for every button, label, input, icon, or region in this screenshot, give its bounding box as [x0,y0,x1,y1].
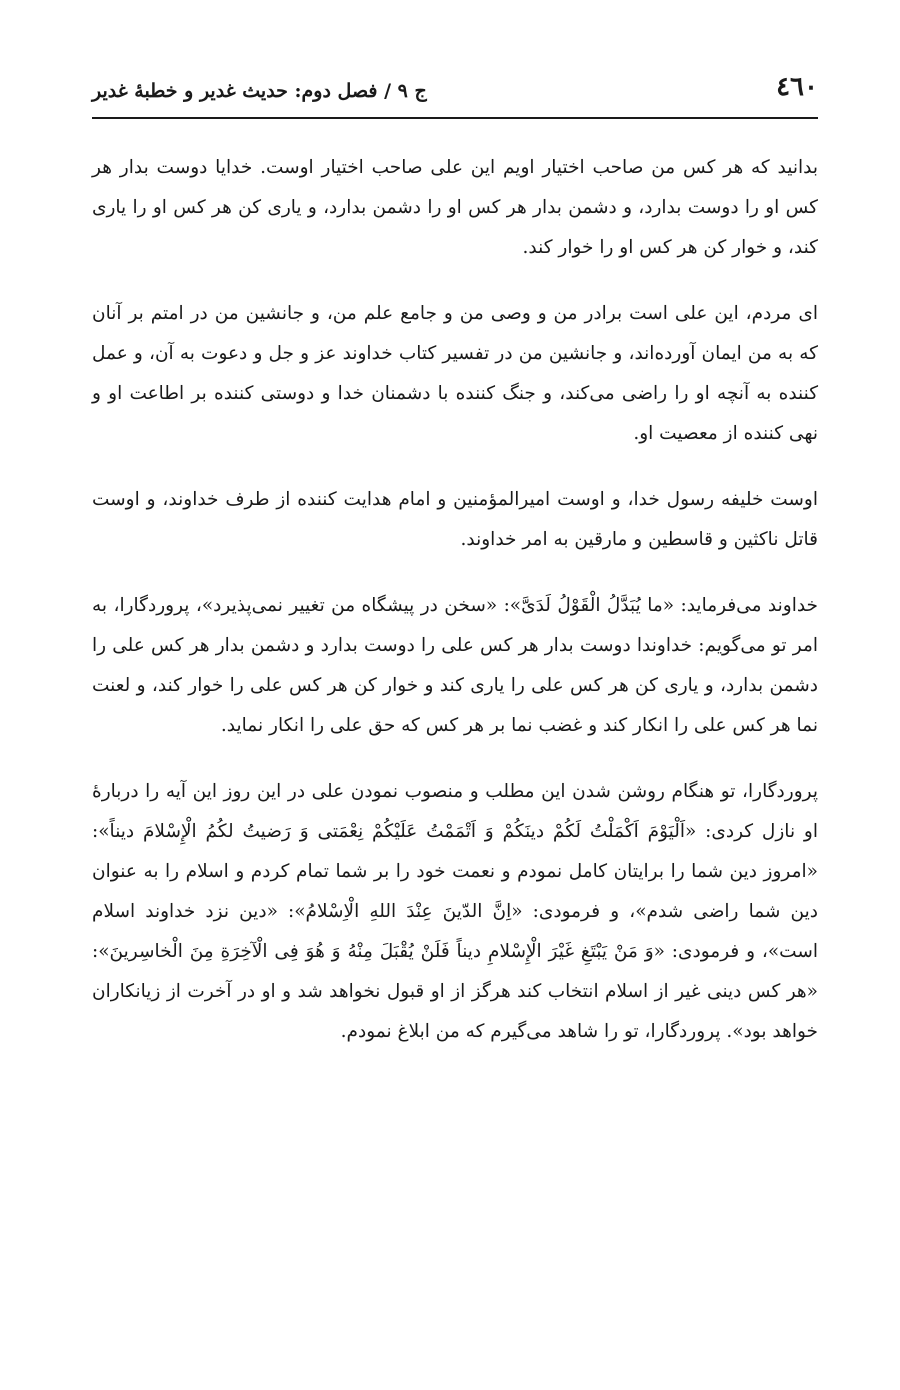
page-number: ٤٦٠ [776,72,818,102]
paragraph-5: پروردگارا، تو هنگام روشن شدن این مطلب و منصوب نمودن علی در این روز این آیه را دربارهٔ او نازل کردی: «اَلْیَوْمَ اَکْمَلْتُ لَکُمْ دینَکُمْ وَ اَتْمَمْتُ عَلَیْکُمْ نِعْمَتی وَ رَضیتُ لکُمُ الْإِسْلامَ دیناً»: «امروز دین شما را برایتان کامل نمودم و نعمت خود را بر شما تمام کردم و اسلام را به عنوان دین شما راضی شدم»، و فرمودی: «اِنَّ الدّینَ عِنْدَ اللهِ الْاِسْلامُ»: «دین نزد خداوند اسلام است»، و فرمودی: «وَ مَنْ یَبْتَغِ غَیْرَ الْإِسْلامِ دیناً فَلَنْ یُقْبَلَ مِنْهُ وَ هُوَ فِی الْآخِرَةِ مِنَ الْخاسِرینَ»: «هر کس دینی غیر از اسلام انتخاب کند هرگز از او قبول نخواهد شد و او در آخرت از زیانکاران خواهد بود». پروردگارا، تو را شاهد می‌گیرم که من ابلاغ نمودم. [92,781,818,1042]
page-header [92,68,818,112]
running-head: ج ۹ / فصل دوم: حدیث غدیر و خطبهٔ غدیر [92,80,427,102]
paragraph-4: خداوند می‌فرماید: «ما یُبَدَّلُ الْقَوْلُ لَدَیَّ»: «سخن در پیشگاه من تغییر نمی‌پذیرد»، پروردگارا، به امر تو می‌گویم: خداوندا دوست بدار هر کس علی را دوست بدارد و دشمن بدار هر کس علی را دشمن بدارد، و یاری کن هر کس علی را یاری کند و خوار کن هر کس علی را خوار کند، و لعنت نما هر کس علی را انکار کند و غضب نما بر هر کس که حق علی را انکار نماید. [92,595,818,736]
header-rule [92,117,818,119]
paragraph-1: بدانید که هر کس من صاحب اختیار اویم این علی صاحب اختیار اوست. خدایا دوست بدار هر کس او را دوست بدارد، و دشمن بدار هر کس او را دشمن بدارد، و یاری کن هر کس او را یاری کند، و خوار کن هر کس او را خوار کند. [92,157,818,258]
paragraph-2: ای مردم، این علی است برادر من و وصی من و جامع علم من، و جانشین من در امتم بر آنان که به من ایمان آورده‌اند، و جانشین من در تفسیر کتاب خداوند عز و جل و دعوت به آن، و عمل کننده به آنچه او را راضی می‌کند، و جنگ کننده با دشمنان خدا و دوستی کننده بر اطاعت او و نهی کننده از معصیت او. [92,303,818,444]
paragraph-3: اوست خلیفه رسول خدا، و اوست امیرالمؤمنین و امام هدایت کننده از طرف خداوند، و اوست قاتل ناکثین و قاسطین و مارقین به امر خداوند. [92,489,818,550]
body-text [92,148,818,1078]
